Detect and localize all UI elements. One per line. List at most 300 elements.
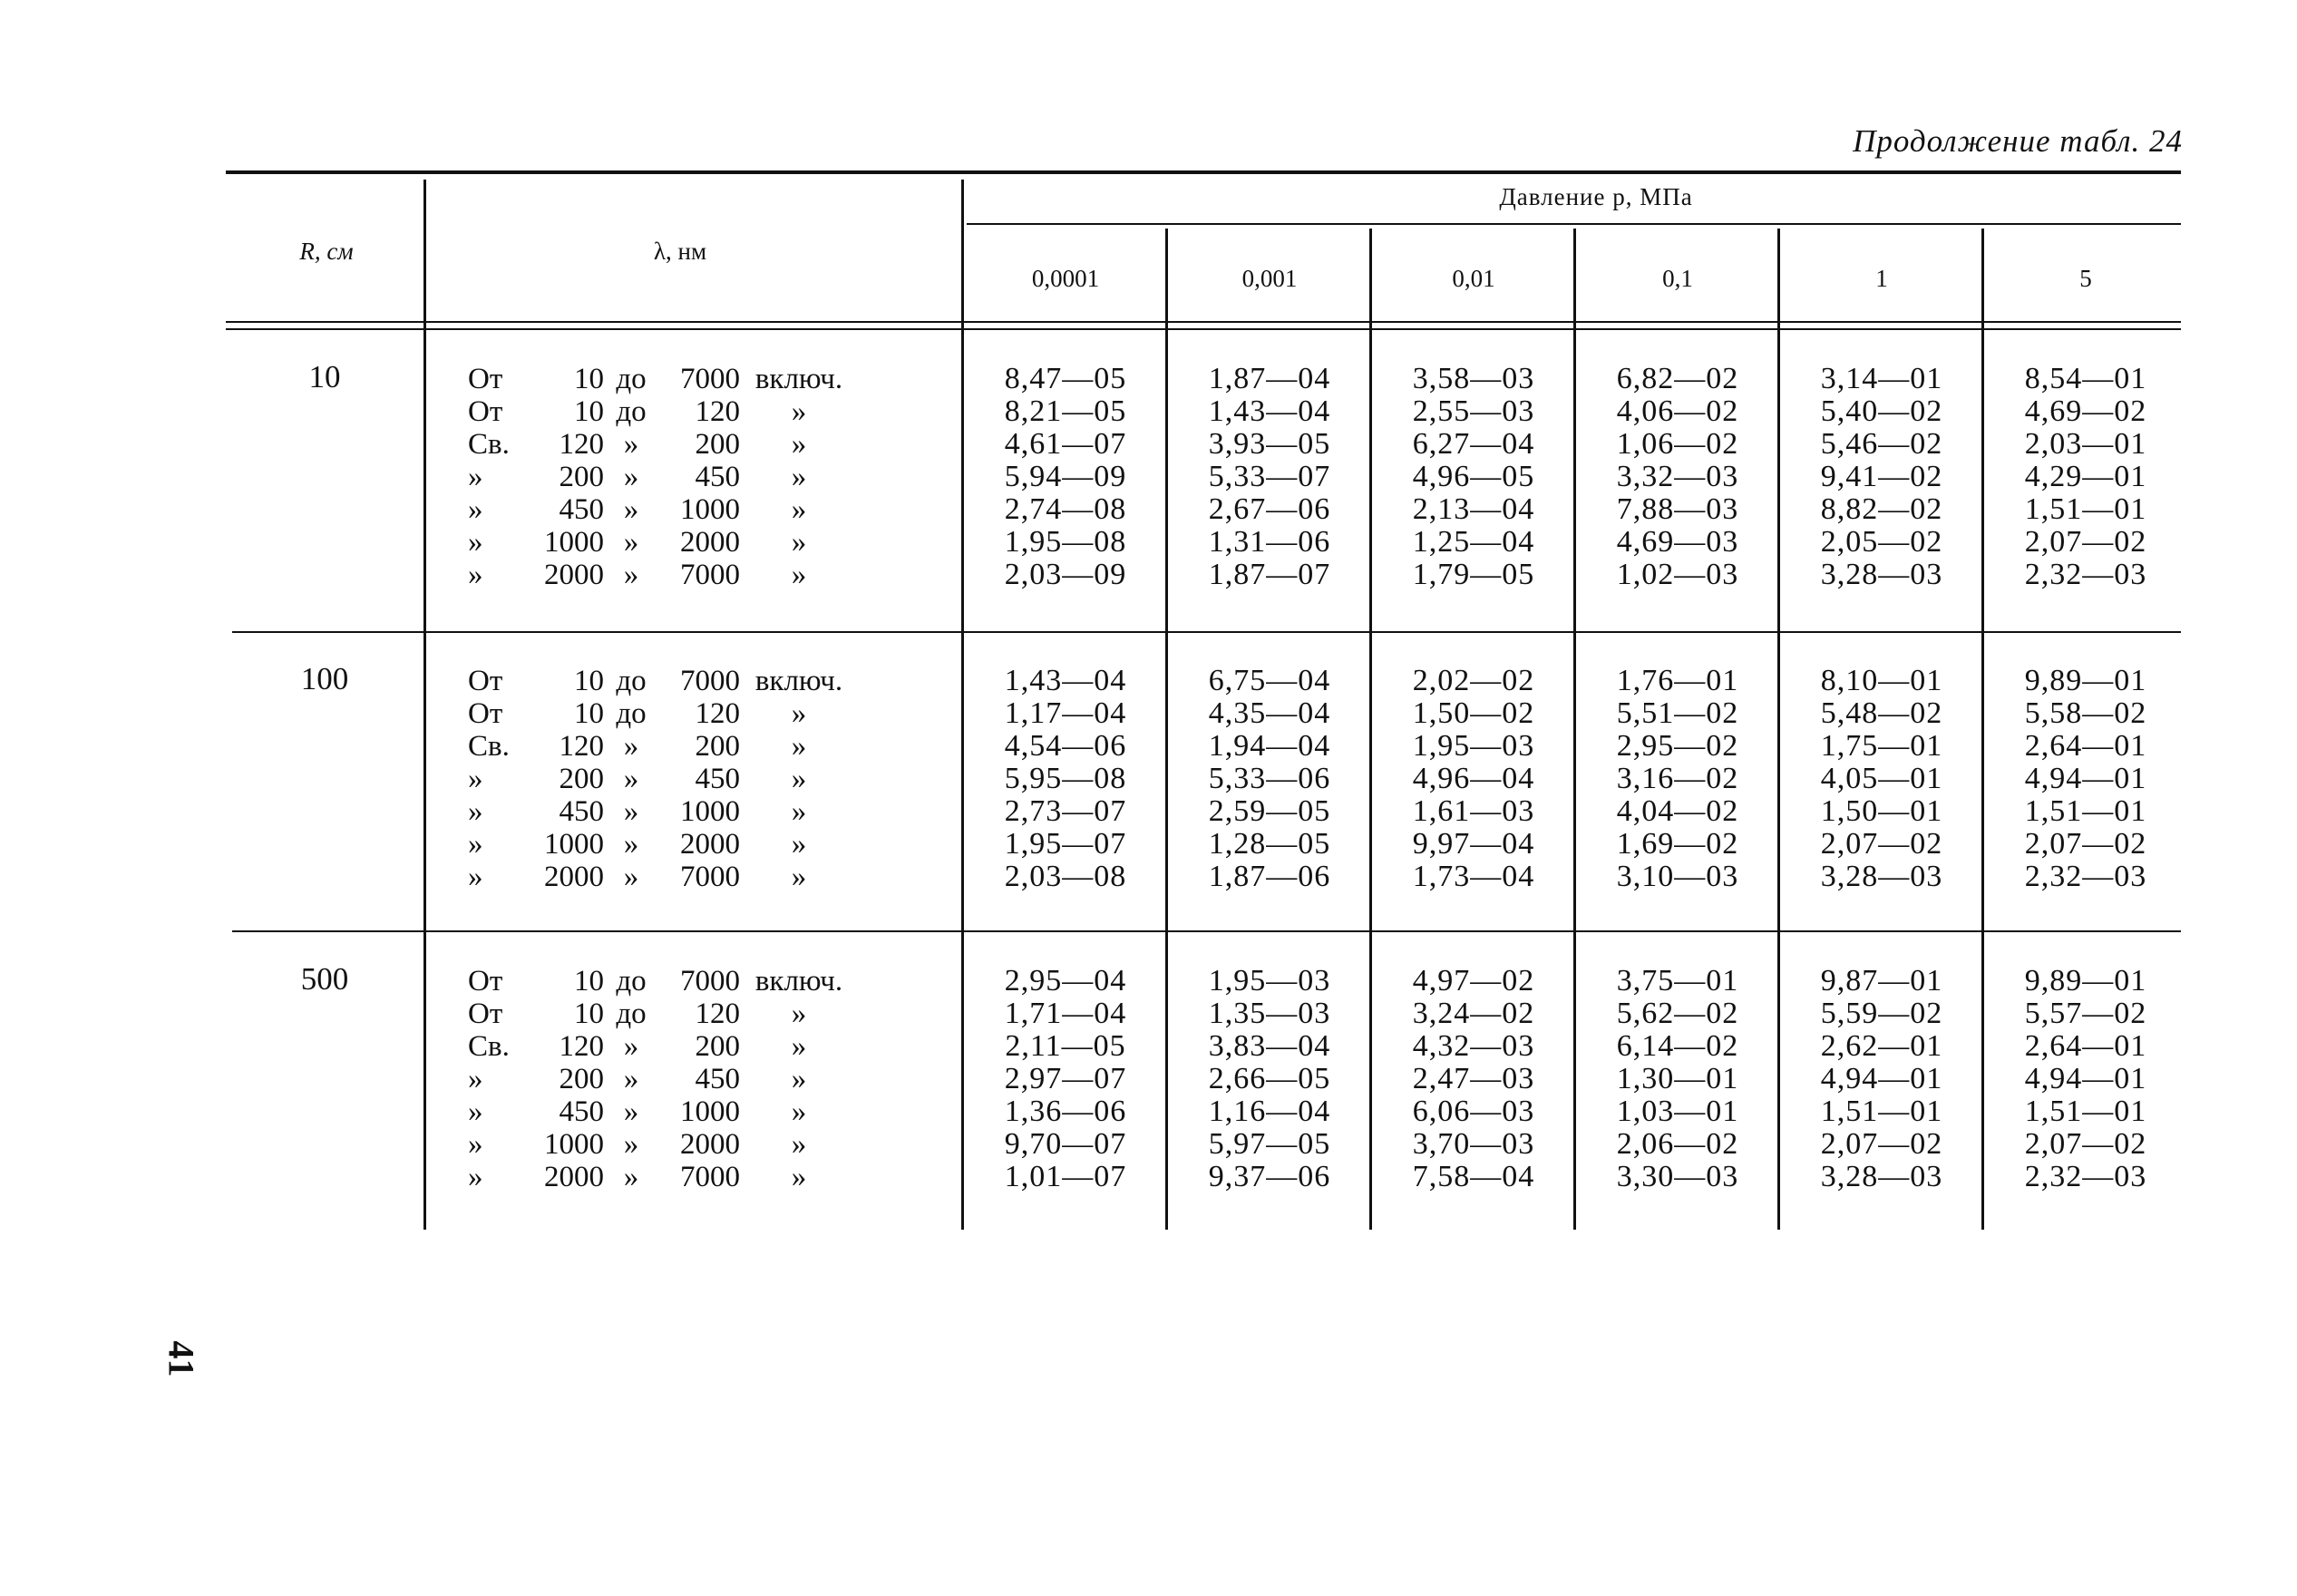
value-cell: 3,28—03 — [1820, 860, 1943, 893]
lambda-range-row — [468, 493, 858, 526]
lambda-range-part: » — [623, 762, 639, 795]
lambda-range-part: 7000 — [680, 964, 740, 998]
lambda-range-part: » — [468, 525, 483, 559]
value-cell: 3,28—03 — [1820, 1160, 1943, 1193]
vline-col-1 — [1165, 229, 1168, 1230]
value-cell: 1,51—01 — [2024, 794, 2147, 828]
lambda-range-part: 10 — [574, 997, 604, 1030]
lambda-range-part: 450 — [695, 1062, 740, 1095]
lambda-range-part: 1000 — [544, 827, 604, 861]
value-cell: 6,27—04 — [1412, 427, 1535, 461]
lambda-range-part: » — [791, 1062, 807, 1095]
lambda-range-part: » — [468, 762, 483, 795]
value-cell: 8,82—02 — [1820, 492, 1943, 526]
value-cell: 2,07—02 — [2024, 1127, 2147, 1161]
lambda-range-list — [468, 363, 858, 591]
value-cell: 2,32—03 — [2024, 558, 2147, 591]
lambda-range-part: 1000 — [544, 1127, 604, 1161]
lambda-range-part: 1000 — [680, 1095, 740, 1128]
lambda-range-part: » — [791, 696, 807, 730]
value-cell: 4,94—01 — [2024, 1062, 2147, 1095]
value-cell: 2,67—06 — [1208, 492, 1331, 526]
lambda-range-part: 450 — [695, 460, 740, 493]
lambda-range-part: » — [468, 827, 483, 861]
value-column — [1995, 363, 2176, 591]
value-cell: 1,94—04 — [1208, 729, 1331, 763]
value-cell: 2,03—01 — [2024, 427, 2147, 461]
value-column — [1587, 965, 1768, 1193]
value-cell: 1,50—01 — [1820, 794, 1943, 828]
lambda-range-part: 2000 — [544, 558, 604, 591]
lambda-range-part: до — [616, 394, 647, 428]
lambda-range-part: 200 — [559, 460, 604, 493]
lambda-range-row — [468, 828, 858, 861]
value-cell: 2,02—02 — [1412, 664, 1535, 697]
value-cell: 1,03—01 — [1616, 1095, 1739, 1128]
lambda-range-row — [468, 665, 858, 697]
lambda-range-part: » — [468, 1127, 483, 1161]
lambda-range-part: 120 — [559, 1029, 604, 1063]
lambda-range-part: » — [791, 1095, 807, 1128]
lambda-range-part: 7000 — [680, 362, 740, 395]
lambda-range-row — [468, 965, 858, 998]
value-column — [1383, 665, 1564, 893]
lambda-range-part: » — [623, 1127, 639, 1161]
pressure-value-5: 1 — [1875, 265, 1888, 292]
lambda-range-part: » — [623, 427, 639, 461]
value-cell: 2,07—02 — [2024, 827, 2147, 861]
value-cell: 1,95—07 — [1004, 827, 1127, 861]
lambda-range-row — [468, 1063, 858, 1095]
lambda-range-part: » — [468, 460, 483, 493]
lambda-range-part: » — [791, 860, 807, 893]
value-cell: 2,03—09 — [1004, 558, 1127, 591]
value-cell: 3,70—03 — [1412, 1127, 1535, 1161]
value-cell: 3,30—03 — [1616, 1160, 1739, 1193]
value-cell: 6,82—02 — [1616, 362, 1739, 395]
lambda-range-part: 120 — [695, 696, 740, 730]
value-cell: 5,97—05 — [1208, 1127, 1331, 1161]
value-cell: 2,07—02 — [2024, 525, 2147, 559]
lambda-range-part: » — [623, 794, 639, 828]
lambda-range-part: » — [623, 460, 639, 493]
lambda-range-part: включ. — [754, 664, 843, 697]
value-column — [975, 965, 1156, 1193]
value-cell: 5,94—09 — [1004, 460, 1127, 493]
lambda-range-row — [468, 526, 858, 559]
value-cell: 9,89—01 — [2024, 664, 2147, 697]
lambda-range-part: 1000 — [544, 525, 604, 559]
value-cell: 4,69—02 — [2024, 394, 2147, 428]
vline-col-4 — [1777, 229, 1780, 1230]
lambda-range-row — [468, 461, 858, 493]
value-cell: 4,61—07 — [1004, 427, 1127, 461]
lambda-range-part: » — [623, 827, 639, 861]
lambda-range-list — [468, 965, 858, 1193]
value-cell: 6,06—03 — [1412, 1095, 1535, 1128]
lambda-range-row — [468, 861, 858, 893]
value-cell: 3,75—01 — [1616, 964, 1739, 998]
lambda-range-part: » — [791, 525, 807, 559]
lambda-range-part: » — [468, 860, 483, 893]
lambda-range-part: » — [791, 762, 807, 795]
value-cell: 1,28—05 — [1208, 827, 1331, 861]
value-cell: 5,58—02 — [2024, 696, 2147, 730]
value-column — [1383, 965, 1564, 1193]
value-cell: 1,43—04 — [1208, 394, 1331, 428]
lambda-range-part: 10 — [574, 362, 604, 395]
lambda-range-part: » — [791, 794, 807, 828]
lambda-range-part: 2000 — [680, 525, 740, 559]
value-cell: 4,06—02 — [1616, 394, 1739, 428]
lambda-range-part: 200 — [559, 1062, 604, 1095]
value-cell: 5,33—07 — [1208, 460, 1331, 493]
pressure-value-6: 5 — [2079, 265, 2092, 292]
pressure-header: Давление p, МПа — [1499, 183, 1693, 210]
value-cell: 9,97—04 — [1412, 827, 1535, 861]
value-cell: 4,32—03 — [1412, 1029, 1535, 1063]
lambda-range-part: 10 — [574, 394, 604, 428]
lambda-range-part: до — [616, 664, 647, 697]
value-cell: 9,89—01 — [2024, 964, 2147, 998]
lambda-range-part: 120 — [559, 427, 604, 461]
lambda-range-row — [468, 559, 858, 591]
value-cell: 1,35—03 — [1208, 997, 1331, 1030]
value-cell: 1,95—08 — [1004, 525, 1127, 559]
group-separator-2 — [232, 930, 2181, 932]
table-caption: Продолжение табл. 24 — [1853, 123, 2183, 159]
value-cell: 1,95—03 — [1208, 964, 1331, 998]
lambda-range-part: » — [791, 427, 807, 461]
value-cell: 2,55—03 — [1412, 394, 1535, 428]
lambda-range-part: От — [468, 696, 503, 730]
lambda-range-part: » — [468, 1062, 483, 1095]
value-cell: 4,94—01 — [1820, 1062, 1943, 1095]
lambda-range-part: От — [468, 394, 503, 428]
value-cell: 1,69—02 — [1616, 827, 1739, 861]
lambda-range-part: » — [623, 729, 639, 763]
value-cell: 3,83—04 — [1208, 1029, 1331, 1063]
value-cell: 9,37—06 — [1208, 1160, 1331, 1193]
value-cell: 4,04—02 — [1616, 794, 1739, 828]
lambda-range-part: 2000 — [544, 860, 604, 893]
value-cell: 4,96—05 — [1412, 460, 1535, 493]
value-cell: 1,02—03 — [1616, 558, 1739, 591]
value-cell: 2,11—05 — [1005, 1029, 1126, 1063]
lambda-range-row — [468, 428, 858, 461]
lambda-range-part: Св. — [468, 427, 510, 461]
lambda-range-part: » — [468, 558, 483, 591]
lambda-range-part: 2000 — [680, 827, 740, 861]
value-cell: 6,14—02 — [1616, 1029, 1739, 1063]
lambda-range-part: » — [468, 794, 483, 828]
value-cell: 1,30—01 — [1616, 1062, 1739, 1095]
lambda-range-row — [468, 998, 858, 1030]
value-cell: 2,64—01 — [2024, 1029, 2147, 1063]
value-cell: 2,13—04 — [1412, 492, 1535, 526]
lambda-range-part: » — [791, 997, 807, 1030]
value-cell: 2,95—04 — [1004, 964, 1127, 998]
lambda-range-part: 200 — [695, 1029, 740, 1063]
lambda-range-row — [468, 1128, 858, 1161]
group-r-value: 100 — [300, 661, 349, 696]
value-cell: 9,70—07 — [1004, 1127, 1127, 1161]
value-cell: 1,76—01 — [1616, 664, 1739, 697]
lambda-range-part: » — [623, 492, 639, 526]
group-r-value: 10 — [308, 359, 341, 394]
value-cell: 3,16—02 — [1616, 762, 1739, 795]
lambda-range-part: » — [791, 558, 807, 591]
lambda-range-part: » — [791, 827, 807, 861]
value-cell: 2,07—02 — [1820, 1127, 1943, 1161]
lambda-range-part: » — [468, 1095, 483, 1128]
value-cell: 7,88—03 — [1616, 492, 1739, 526]
lambda-column-header: λ, нм — [653, 238, 707, 265]
lambda-range-row — [468, 697, 858, 730]
lambda-range-part: » — [791, 460, 807, 493]
value-cell: 4,69—03 — [1616, 525, 1739, 559]
value-cell: 9,41—02 — [1820, 460, 1943, 493]
vline-lambda-values — [961, 180, 964, 1230]
value-cell: 2,74—08 — [1004, 492, 1127, 526]
lambda-range-part: 2000 — [680, 1127, 740, 1161]
lambda-range-part: » — [468, 492, 483, 526]
lambda-range-part: 200 — [695, 427, 740, 461]
value-cell: 1,87—04 — [1208, 362, 1331, 395]
lambda-range-part: » — [791, 1029, 807, 1063]
pressure-value-1: 0,0001 — [1031, 265, 1100, 292]
value-cell: 1,06—02 — [1616, 427, 1739, 461]
group-r-value: 500 — [300, 961, 349, 997]
lambda-range-part: до — [616, 964, 647, 998]
lambda-range-part: 450 — [559, 794, 604, 828]
lambda-range-row — [468, 730, 858, 763]
vline-col-2 — [1369, 229, 1372, 1230]
vline-col-5 — [1981, 229, 1984, 1230]
lambda-range-part: От — [468, 362, 503, 395]
value-cell: 3,24—02 — [1412, 997, 1535, 1030]
value-cell: 1,01—07 — [1004, 1160, 1127, 1193]
value-cell: 9,87—01 — [1820, 964, 1943, 998]
value-column — [1587, 363, 1768, 591]
value-cell: 5,62—02 — [1616, 997, 1739, 1030]
lambda-range-part: 10 — [574, 664, 604, 697]
lambda-range-part: » — [623, 860, 639, 893]
value-column — [975, 665, 1156, 893]
value-cell: 4,35—04 — [1208, 696, 1331, 730]
lambda-range-row — [468, 395, 858, 428]
lambda-range-part: 7000 — [680, 558, 740, 591]
value-cell: 1,50—02 — [1412, 696, 1535, 730]
lambda-range-part: 2000 — [544, 1160, 604, 1193]
value-column — [1179, 965, 1360, 1193]
value-cell: 1,87—06 — [1208, 860, 1331, 893]
value-cell: 3,58—03 — [1412, 362, 1535, 395]
value-cell: 5,57—02 — [2024, 997, 2147, 1030]
table-top-rule — [226, 170, 2181, 174]
value-cell: 2,32—03 — [2024, 1160, 2147, 1193]
lambda-range-part: » — [623, 1062, 639, 1095]
lambda-range-part: 7000 — [680, 860, 740, 893]
value-column — [1791, 665, 1972, 893]
value-cell: 3,32—03 — [1616, 460, 1739, 493]
lambda-range-part: » — [791, 1160, 807, 1193]
lambda-range-part: 200 — [559, 762, 604, 795]
value-cell: 2,47—03 — [1412, 1062, 1535, 1095]
value-cell: 2,66—05 — [1208, 1062, 1331, 1095]
lambda-range-part: до — [616, 362, 647, 395]
lambda-range-list — [468, 665, 858, 893]
value-column — [1791, 363, 1972, 591]
value-cell: 8,47—05 — [1004, 362, 1127, 395]
lambda-range-part: 1000 — [680, 794, 740, 828]
header-bottom-rule-2 — [226, 328, 2181, 330]
value-cell: 1,25—04 — [1412, 525, 1535, 559]
value-cell: 3,28—03 — [1820, 558, 1943, 591]
lambda-range-part: 120 — [559, 729, 604, 763]
pressure-header-rule — [967, 223, 2181, 225]
lambda-range-part: 7000 — [680, 1160, 740, 1193]
value-column — [1995, 965, 2176, 1193]
value-cell: 3,93—05 — [1208, 427, 1331, 461]
lambda-range-part: » — [791, 729, 807, 763]
value-cell: 1,16—04 — [1208, 1095, 1331, 1128]
lambda-range-part: включ. — [754, 964, 843, 998]
lambda-range-part: » — [468, 1160, 483, 1193]
value-cell: 1,87—07 — [1208, 558, 1331, 591]
lambda-range-part: 450 — [559, 1095, 604, 1128]
value-column — [975, 363, 1156, 591]
pressure-value-3: 0,01 — [1452, 265, 1495, 292]
vline-r-lambda — [423, 180, 426, 1230]
value-cell: 5,46—02 — [1820, 427, 1943, 461]
lambda-range-part: » — [623, 1095, 639, 1128]
value-cell: 2,59—05 — [1208, 794, 1331, 828]
value-cell: 4,05—01 — [1820, 762, 1943, 795]
value-cell: 1,51—01 — [2024, 1095, 2147, 1128]
page-number: 41 — [161, 1340, 202, 1377]
lambda-range-part: 200 — [695, 729, 740, 763]
value-cell: 4,96—04 — [1412, 762, 1535, 795]
lambda-range-part: » — [623, 1029, 639, 1063]
lambda-range-part: включ. — [754, 362, 843, 395]
pressure-value-4: 0,1 — [1662, 265, 1693, 292]
value-cell: 1,36—06 — [1004, 1095, 1127, 1128]
value-cell: 8,10—01 — [1820, 664, 1943, 697]
lambda-range-row — [468, 363, 858, 395]
value-cell: 4,54—06 — [1004, 729, 1127, 763]
value-cell: 1,31—06 — [1208, 525, 1331, 559]
lambda-range-part: » — [623, 525, 639, 559]
value-cell: 4,97—02 — [1412, 964, 1535, 998]
value-cell: 5,95—08 — [1004, 762, 1127, 795]
value-cell: 1,95—03 — [1412, 729, 1535, 763]
value-cell: 1,51—01 — [2024, 492, 2147, 526]
lambda-range-part: » — [791, 394, 807, 428]
lambda-range-part: 450 — [559, 492, 604, 526]
lambda-range-part: 450 — [695, 762, 740, 795]
lambda-range-part: 10 — [574, 964, 604, 998]
lambda-range-part: От — [468, 964, 503, 998]
vline-col-3 — [1573, 229, 1576, 1230]
lambda-range-row — [468, 1161, 858, 1193]
lambda-range-row — [468, 1030, 858, 1063]
value-cell: 1,51—01 — [1820, 1095, 1943, 1128]
value-cell: 1,73—04 — [1412, 860, 1535, 893]
lambda-range-part: до — [616, 696, 647, 730]
value-cell: 5,48—02 — [1820, 696, 1943, 730]
value-cell: 5,59—02 — [1820, 997, 1943, 1030]
lambda-range-part: » — [791, 1127, 807, 1161]
value-cell: 4,29—01 — [2024, 460, 2147, 493]
value-cell: 5,40—02 — [1820, 394, 1943, 428]
lambda-range-part: » — [791, 492, 807, 526]
lambda-range-part: » — [623, 1160, 639, 1193]
r-column-header: R, см — [299, 238, 354, 265]
value-cell: 2,95—02 — [1616, 729, 1739, 763]
value-cell: 2,73—07 — [1004, 794, 1127, 828]
value-cell: 2,62—01 — [1820, 1029, 1943, 1063]
value-cell: 2,03—08 — [1004, 860, 1127, 893]
value-column — [1995, 665, 2176, 893]
lambda-range-row — [468, 1095, 858, 1128]
value-cell: 1,79—05 — [1412, 558, 1535, 591]
value-cell: 1,17—04 — [1004, 696, 1127, 730]
value-cell: 1,71—04 — [1004, 997, 1127, 1030]
value-cell: 7,58—04 — [1412, 1160, 1535, 1193]
value-cell: 1,61—03 — [1412, 794, 1535, 828]
value-cell: 5,33—06 — [1208, 762, 1331, 795]
lambda-range-part: 120 — [695, 997, 740, 1030]
value-cell: 1,43—04 — [1004, 664, 1127, 697]
value-cell: 3,14—01 — [1820, 362, 1943, 395]
value-cell: 2,97—07 — [1004, 1062, 1127, 1095]
value-cell: 3,10—03 — [1616, 860, 1739, 893]
lambda-range-part: От — [468, 997, 503, 1030]
value-column — [1179, 363, 1360, 591]
header-bottom-rule-1 — [226, 321, 2181, 323]
value-column — [1383, 363, 1564, 591]
value-cell: 2,07—02 — [1820, 827, 1943, 861]
value-cell: 5,51—02 — [1616, 696, 1739, 730]
lambda-range-part: 120 — [695, 394, 740, 428]
value-cell: 8,21—05 — [1004, 394, 1127, 428]
lambda-range-part: » — [623, 558, 639, 591]
lambda-range-part: 10 — [574, 696, 604, 730]
value-cell: 2,32—03 — [2024, 860, 2147, 893]
lambda-range-row — [468, 763, 858, 795]
lambda-range-row — [468, 795, 858, 828]
value-cell: 4,94—01 — [2024, 762, 2147, 795]
value-column — [1791, 965, 1972, 1193]
value-cell: 2,05—02 — [1820, 525, 1943, 559]
pressure-value-2: 0,001 — [1241, 265, 1298, 292]
value-cell: 6,75—04 — [1208, 664, 1331, 697]
lambda-range-part: 1000 — [680, 492, 740, 526]
lambda-range-part: От — [468, 664, 503, 697]
value-column — [1179, 665, 1360, 893]
value-column — [1587, 665, 1768, 893]
lambda-range-part: 7000 — [680, 664, 740, 697]
lambda-range-part: до — [616, 997, 647, 1030]
lambda-range-part: Св. — [468, 1029, 510, 1063]
group-separator-1 — [232, 631, 2181, 633]
value-cell: 2,06—02 — [1616, 1127, 1739, 1161]
lambda-range-part: Св. — [468, 729, 510, 763]
value-cell: 2,64—01 — [2024, 729, 2147, 763]
value-cell: 1,75—01 — [1820, 729, 1943, 763]
value-cell: 8,54—01 — [2024, 362, 2147, 395]
